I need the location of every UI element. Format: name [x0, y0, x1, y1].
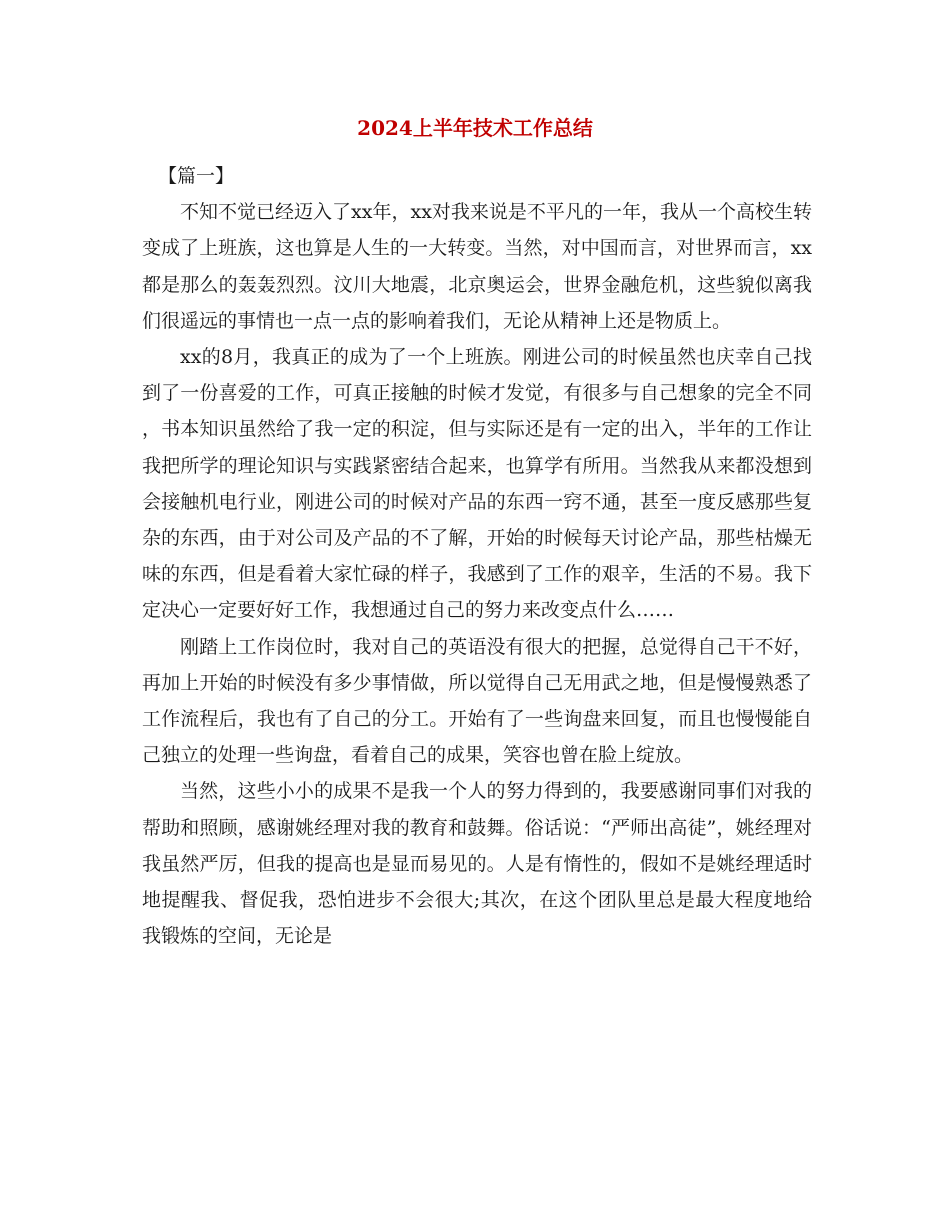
- document-body: [142, 158, 812, 954]
- paragraph-1: 不知不觉已经迈入了xx年，xx对我来说是不平凡的一年，我从一个高校生转变成了上班族，这也算是人生的一大转变。当然，对中国而言，对世界而言，xx都是那么的轰轰烈烈。汶川大地震，北京奥运会，世界金融危机，这些貌似离我们很遥远的事情也一点一点的影响着我们，无论从精神上还是物质上。: [142, 201, 812, 332]
- document-title: 2024上半年技术工作总结: [357, 116, 593, 140]
- paragraph-2: xx的8月，我真正的成为了一个上班族。刚进公司的时候虽然也庆幸自己找到了一份喜爱的工作，可真正接触的时候才发觉，有很多与自己想象的完全不同，书本知识虽然给了我一定的积淀，但与实际还是有一定的出入，半年的工作让我把所学的理论知识与实践紧密结合起来，也算学有所用。当然我从来都没想到会接触机电行业，刚进公司的时候对产品的东西一窍不通，甚至一度反感那些复杂的东西，由于对公司及产品的不了解，开始的时候每天讨论产品，那些枯燥无味的东西，但是看着大家忙碌的样子，我感到了工作的艰辛，生活的不易。我下定决心一定要好好工作，我想通过自己的努力来改变点什么……: [142, 346, 812, 622]
- paragraph-3: 刚踏上工作岗位时，我对自己的英语没有很大的把握，总觉得自己干不好，再加上开始的时候没有多少事情做，所以觉得自己无用武之地，但是慢慢熟悉了工作流程后，我也有了自己的分工。开始有了一些询盘来回复，而且也慢慢能自己独立的处理一些询盘，看着自己的成果，笑容也曾在脸上绽放。: [142, 635, 812, 767]
- paragraph-4: 当然，这些小小的成果不是我一个人的努力得到的，我要感谢同事们对我的帮助和照顾，感谢姚经理对我的教育和鼓舞。俗话说：“严师出高徒”，姚经理对我虽然严厉，但我的提高也是显而易见的。人是有惰性的，假如不是姚经理适时地提醒我、督促我，恐怕进步不会很大;其次，在这个团队里总是最大程度地给我锻炼的空间，无论是: [142, 780, 812, 948]
- section-label: 【篇一】: [158, 165, 235, 187]
